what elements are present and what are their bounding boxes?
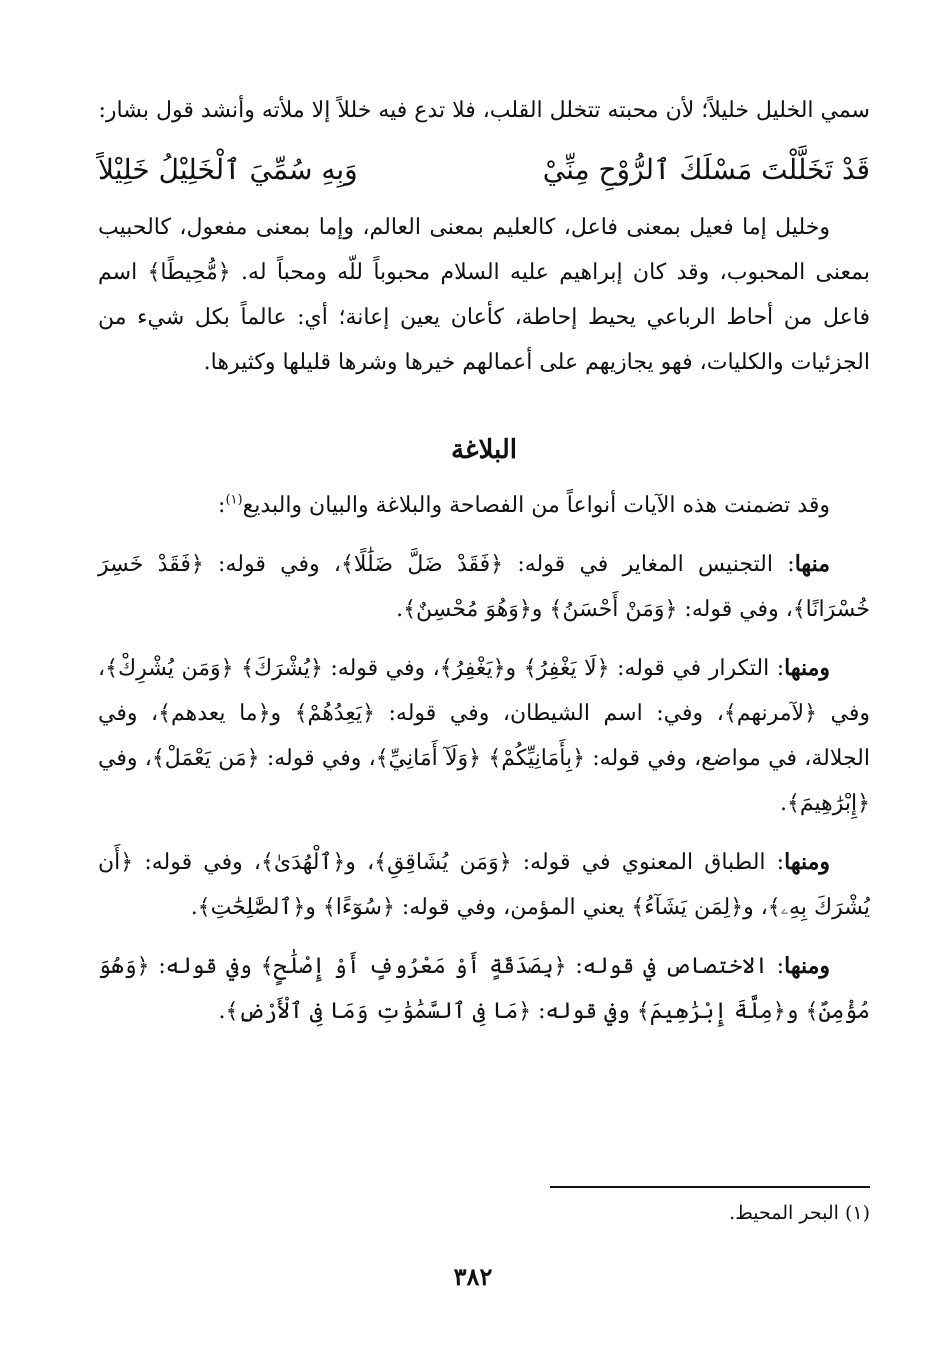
page-body — [98, 88, 870, 1034]
section-text: : التكرار في قوله: ﴿لَا يَغْفِرُ﴾ و﴿يَغْفِرُ﴾، وفي قوله: ﴿يُشْرَكَ﴾ ﴿وَمَن يُشْرِكْ﴾، وفي ﴿لآمرنهم﴾، وفي: اسم الشيطان، وفي قوله: ﴿يَعِدُهُمْ﴾ و﴿ما يعدهم﴾، وفي الجلالة، في مواضع، وفي قوله: ﴿بِأَمَانِيِّكُمْ﴾ ﴿وَلَآ أَمَانِيِّ﴾، وفي قوله: ﴿مَن يَعْمَلْ﴾، وفي ﴿إِبْرَٰهِيمَ﴾. — [98, 656, 871, 816]
section-lead: ومنها — [784, 849, 830, 875]
balagha-section-1 — [98, 542, 870, 632]
balagha-section-3 — [98, 840, 870, 930]
intro-paragraph: سمي الخليل خليلاً؛ لأن محبته تتخلل القلب، فلا تدع فيه خللاً إلا ملأته وأنشد قول بشار: — [98, 98, 870, 123]
section-text: : التجنيس المغاير في قوله: ﴿فَقَدْ ضَلَّ ضَلَٰلًا﴾، وفي قوله: ﴿فَقَدْ خَسِرَ خُسْرَانًا﴾، وفي قوله: ﴿وَمَنْ أَحْسَنُ﴾ و﴿وَهُوَ مُحْسِنٌ﴾. — [98, 552, 870, 622]
footnote-number: (١) — [844, 1202, 870, 1224]
balagha-section-4 — [98, 944, 870, 1034]
footnote-ref: (١) — [225, 492, 243, 508]
balagha-intro — [98, 483, 870, 528]
section-text: : الطباق المعنوي في قوله: ﴿وَمَن يُشَاقِقِ﴾، و﴿ٱلْهُدَىٰ﴾، وفي قوله: ﴿أَن يُشْرَكَ بِهِۦ﴾، و﴿لِمَن يَشَآءُ﴾ يعني المؤمن، وفي قوله: ﴿سُوٓءًا﴾ و﴿ٱلصَّٰلِحَٰتِ﴾. — [98, 850, 870, 920]
verse-first-half: قَدْ تَخَلَّلْتَ مَسْلَكَ ٱلرُّوْحِ مِنِّيْ — [542, 153, 870, 186]
balagha-section-2 — [98, 646, 870, 826]
footnote-text: البحر المحيط. — [729, 1202, 839, 1224]
section-heading: البلاغة — [450, 435, 518, 465]
definition-paragraph: وخليل إما فعيل بمعنى فاعل، كالعليم بمعنى العالم، وإما بمعنى مفعول، كالحبيب بمعنى المحبوب، وقد كان إبراهيم عليه السلام محبوباً للّه ومحباً له. ﴿مُّحِيطًا﴾ اسم فاعل من أحاط الرباعي يحيط إحاطة، كأعان يعين إعانة؛ أي: عالماً بكل شيء من الجزئيات والكليات، فهو يجازيهم على أعمالهم خيرها وشرها قليلها وكثيرها. — [98, 215, 870, 375]
section-text: : الاختصاص في قوله: ﴿بِصَدَقَةٍ أَوْ مَعْرُوفٍ أَوْ إِصْلَٰحٍ﴾ وفي قوله: ﴿وَهُوَ مُؤْمِنٌ﴾ و﴿مِلَّةَ إِبْرَٰهِيمَ﴾ وفي قوله: ﴿مَا فِى ٱلسَّمَٰوَٰتِ وَمَا فِى ٱلْأَرْضِ﴾. — [98, 954, 870, 1024]
section-lead: ومنها — [784, 953, 830, 979]
footnote-divider — [550, 1186, 870, 1188]
balagha-intro-text: وقد تضمنت هذه الآيات أنواعاً من الفصاحة والبلاغة والبيان والبديع — [242, 493, 830, 518]
balagha-intro-end: : — [218, 493, 226, 518]
section-lead: منها — [794, 551, 830, 577]
section-lead: ومنها — [784, 655, 830, 681]
poetry-verse — [98, 145, 870, 195]
verse-second-half: وَبِهِ سُمِّيَ ٱلْخَلِيْلُ خَلِيْلاً — [98, 153, 358, 186]
page-number: ٣٨٢ — [453, 1262, 493, 1291]
footnote — [729, 1202, 870, 1224]
